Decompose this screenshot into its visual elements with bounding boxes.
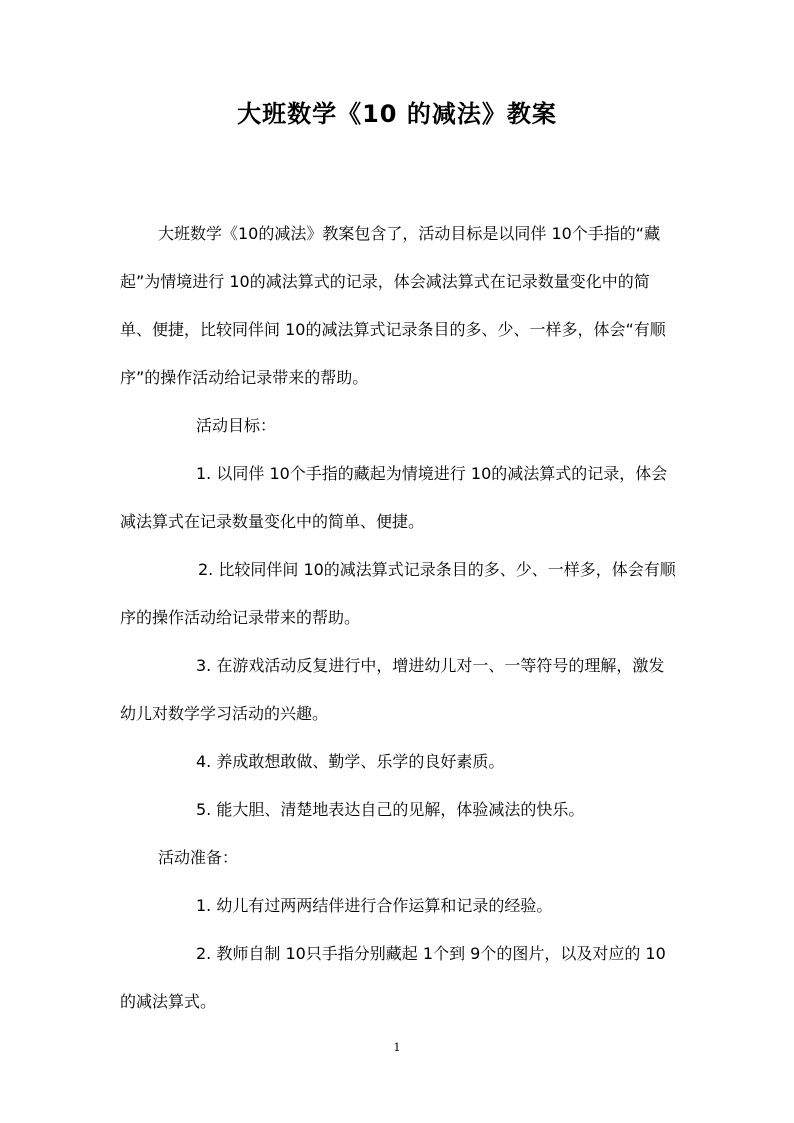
preparation-item-1: 1. 幼儿有过两两结伴进行合作运算和记录的经验。 xyxy=(196,896,553,915)
objective-item-5: 5. 能大胆、清楚地表达自己的见解，体验减法的快乐。 xyxy=(196,800,585,819)
objective-item-1: 1. 以同伴 10个手指的藏起为情境进行 10的减法算式的记录，体会减法算式在记录数量变化中的简单、便捷。 xyxy=(120,464,668,531)
document-title: 大班数学《10 的减法》教案 xyxy=(237,100,557,128)
preparation-item-2: 2. 教师自制 10只手指分别藏起 1个到 9个的图片，以及对应的 10的减法算式。 xyxy=(120,944,666,1011)
objective-item-3: 3. 在游戏活动反复进行中，增进幼儿对一、一等符号的理解，激发幼儿对数学学习活动的兴趣。 xyxy=(120,656,665,723)
section-heading-preparation: 活动准备： xyxy=(158,848,239,867)
section-heading-objectives: 活动目标： xyxy=(196,416,277,435)
intro-paragraph: 大班数学《10的减法》教案包含了，活动目标是以同伴 10个手指的“藏起”为情境进行 10的减法算式的记录，体会减法算式在记录数量变化中的简单、便捷，比较同伴间 10的减法算式记录条目的多、少、一样多，体会“有顺序”的操作活动给记录带来的帮助。 xyxy=(120,224,666,387)
objective-item-4: 4. 养成敢想敢做、勤学、乐学的良好素质。 xyxy=(196,752,505,771)
document-body xyxy=(120,210,676,1026)
objective-item-2: 2. 比较同伴间 10的减法算式记录条目的多、少、一样多，体会有顺序的操作活动给记录带来的帮助。 xyxy=(120,560,676,627)
page-number: 1 xyxy=(393,1041,401,1054)
